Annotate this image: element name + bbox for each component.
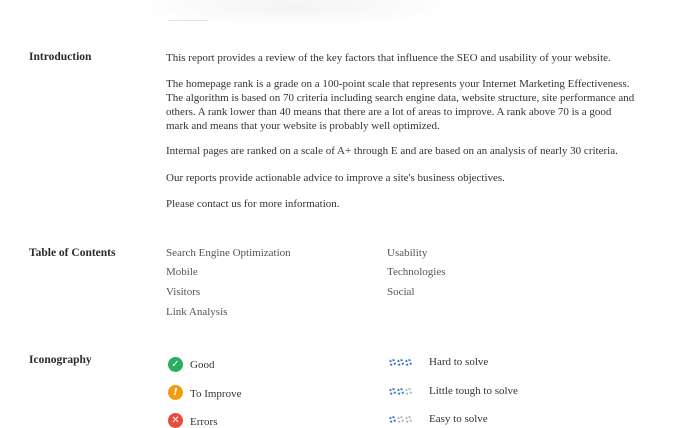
gear-icon: [389, 388, 396, 395]
introduction-heading: Introduction: [29, 51, 92, 63]
status-label-good: Good: [190, 359, 215, 371]
status-label-errors: Errors: [190, 416, 218, 428]
gear-icon: [405, 416, 412, 423]
difficulty-tough-icon: [389, 388, 412, 395]
toc-link-visitors[interactable]: Visitors: [166, 286, 201, 298]
toc-link-mobile[interactable]: Mobile: [166, 266, 198, 278]
gear-icon: [397, 416, 404, 423]
check-icon: ✓: [168, 357, 183, 372]
intro-paragraph-1: This report provides a review of the key factors that influence the SEO and usability of your website.: [166, 52, 611, 64]
gear-icon: [405, 388, 412, 395]
toc-link-usability[interactable]: Usability: [387, 247, 428, 259]
toc-link-technologies[interactable]: Technologies: [387, 266, 446, 278]
header-shadow: [135, 0, 455, 26]
status-label-to-improve: To Improve: [190, 388, 242, 400]
gear-icon: [397, 388, 404, 395]
intro-paragraph-5: Please contact us for more information.: [166, 198, 340, 210]
iconography-heading: Iconography: [29, 354, 92, 366]
intro-paragraph-2: The homepage rank is a grade on a 100-point scale that represents your Internet Marketing Effectiveness. The algorithm is based on 70 criteria including search engine data, website structure, site performance and others. A rank lower than 40 means that there are a lot of areas to improve. A rank above 70 is a good mark and means that your website is probably well optimized.: [166, 78, 635, 132]
header-divider: [168, 20, 208, 21]
toc-link-seo[interactable]: Search Engine Optimization: [166, 247, 291, 259]
toc-link-link-analysis[interactable]: Link Analysis: [166, 306, 228, 318]
intro-paragraph-3: Internal pages are ranked on a scale of A+ through E and are based on an analysis of nearly 30 criteria.: [166, 145, 618, 157]
x-icon: ✕: [168, 413, 183, 428]
gear-icon: [405, 359, 412, 366]
gear-icon: [389, 359, 396, 366]
gear-icon: [389, 416, 396, 423]
difficulty-label-tough: Little tough to solve: [429, 385, 518, 397]
difficulty-label-hard: Hard to solve: [429, 356, 489, 368]
toc-heading: Table of Contents: [29, 247, 116, 259]
intro-paragraph-4: Our reports provide actionable advice to improve a site's business objectives.: [166, 172, 505, 184]
difficulty-hard-icon: [389, 359, 412, 366]
toc-link-social[interactable]: Social: [387, 286, 415, 298]
difficulty-label-easy: Easy to solve: [429, 413, 488, 425]
difficulty-easy-icon: [389, 416, 412, 423]
gear-icon: [397, 359, 404, 366]
exclamation-icon: !: [168, 385, 183, 400]
